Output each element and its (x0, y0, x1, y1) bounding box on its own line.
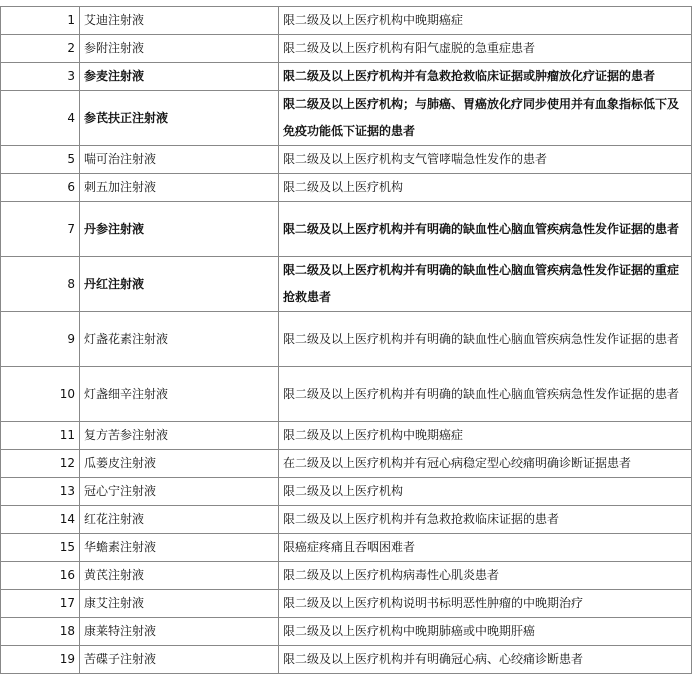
restriction-note: 限二级及以上医疗机构中晚期癌症 (279, 7, 692, 35)
restriction-note: 限二级及以上医疗机构并有急救抢救临床证据或肿瘤放化疗证据的患者 (279, 63, 692, 91)
restriction-note: 限二级及以上医疗机构并有明确的缺血性心脑血管疾病急性发作证据的患者 (279, 312, 692, 367)
restriction-note: 限二级及以上医疗机构 (279, 174, 692, 202)
drug-name: 瓜蒌皮注射液 (80, 450, 279, 478)
row-number: 7 (1, 202, 80, 257)
table-row (1, 257, 692, 312)
table-row (1, 422, 692, 450)
drug-name: 刺五加注射液 (80, 174, 279, 202)
drug-name: 复方苦参注射液 (80, 422, 279, 450)
restriction-note: 限二级及以上医疗机构说明书标明恶性肿瘤的中晚期治疗 (279, 590, 692, 618)
drug-restriction-table (0, 6, 692, 674)
drug-name: 喘可治注射液 (80, 146, 279, 174)
row-number: 5 (1, 146, 80, 174)
drug-name: 康艾注射液 (80, 590, 279, 618)
table-row (1, 202, 692, 257)
drug-name: 灯盏细辛注射液 (80, 367, 279, 422)
restriction-note: 限二级及以上医疗机构中晚期肺癌或中晚期肝癌 (279, 618, 692, 646)
restriction-note: 限二级及以上医疗机构有阳气虚脱的急重症患者 (279, 35, 692, 63)
table-row (1, 91, 692, 146)
drug-name: 灯盏花素注射液 (80, 312, 279, 367)
row-number: 2 (1, 35, 80, 63)
row-number: 3 (1, 63, 80, 91)
drug-name: 冠心宁注射液 (80, 478, 279, 506)
table-row (1, 7, 692, 35)
row-number: 17 (1, 590, 80, 618)
row-number: 10 (1, 367, 80, 422)
restriction-note: 限二级及以上医疗机构并有明确冠心病、心绞痛诊断患者 (279, 646, 692, 674)
drug-name: 红花注射液 (80, 506, 279, 534)
table-row (1, 146, 692, 174)
row-number: 19 (1, 646, 80, 674)
row-number: 14 (1, 506, 80, 534)
restriction-note: 限二级及以上医疗机构；与肺癌、胃癌放化疗同步使用并有血象指标低下及免疫功能低下证据的患者 (279, 91, 692, 146)
table-row (1, 450, 692, 478)
restriction-note: 限二级及以上医疗机构并有明确的缺血性心脑血管疾病急性发作证据的患者 (279, 367, 692, 422)
table-row (1, 534, 692, 562)
restriction-note: 限二级及以上医疗机构并有急救抢救临床证据的患者 (279, 506, 692, 534)
table-row (1, 35, 692, 63)
row-number: 8 (1, 257, 80, 312)
table-row (1, 646, 692, 674)
restriction-note: 在二级及以上医疗机构并有冠心病稳定型心绞痛明确诊断证据患者 (279, 450, 692, 478)
row-number: 4 (1, 91, 80, 146)
drug-name: 丹红注射液 (80, 257, 279, 312)
drug-name: 黄芪注射液 (80, 562, 279, 590)
drug-name: 华蟾素注射液 (80, 534, 279, 562)
restriction-note: 限二级及以上医疗机构支气管哮喘急性发作的患者 (279, 146, 692, 174)
drug-name: 艾迪注射液 (80, 7, 279, 35)
table-row (1, 63, 692, 91)
drug-name: 参附注射液 (80, 35, 279, 63)
row-number: 18 (1, 618, 80, 646)
restriction-note: 限二级及以上医疗机构并有明确的缺血性心脑血管疾病急性发作证据的患者 (279, 202, 692, 257)
drug-name: 苦碟子注射液 (80, 646, 279, 674)
restriction-note: 限二级及以上医疗机构 (279, 478, 692, 506)
drug-name: 参麦注射液 (80, 63, 279, 91)
row-number: 9 (1, 312, 80, 367)
row-number: 13 (1, 478, 80, 506)
row-number: 1 (1, 7, 80, 35)
drug-name: 康莱特注射液 (80, 618, 279, 646)
table-row (1, 312, 692, 367)
row-number: 15 (1, 534, 80, 562)
restriction-note: 限二级及以上医疗机构病毒性心肌炎患者 (279, 562, 692, 590)
restriction-note: 限二级及以上医疗机构并有明确的缺血性心脑血管疾病急性发作证据的重症抢救患者 (279, 257, 692, 312)
table-row (1, 562, 692, 590)
row-number: 6 (1, 174, 80, 202)
row-number: 16 (1, 562, 80, 590)
restriction-note: 限癌症疼痛且吞咽困难者 (279, 534, 692, 562)
table-row (1, 506, 692, 534)
table-row (1, 590, 692, 618)
table-row (1, 618, 692, 646)
row-number: 12 (1, 450, 80, 478)
table-row (1, 174, 692, 202)
drug-name: 丹参注射液 (80, 202, 279, 257)
table-row (1, 478, 692, 506)
row-number: 11 (1, 422, 80, 450)
restriction-note: 限二级及以上医疗机构中晚期癌症 (279, 422, 692, 450)
table-row (1, 367, 692, 422)
drug-name: 参芪扶正注射液 (80, 91, 279, 146)
